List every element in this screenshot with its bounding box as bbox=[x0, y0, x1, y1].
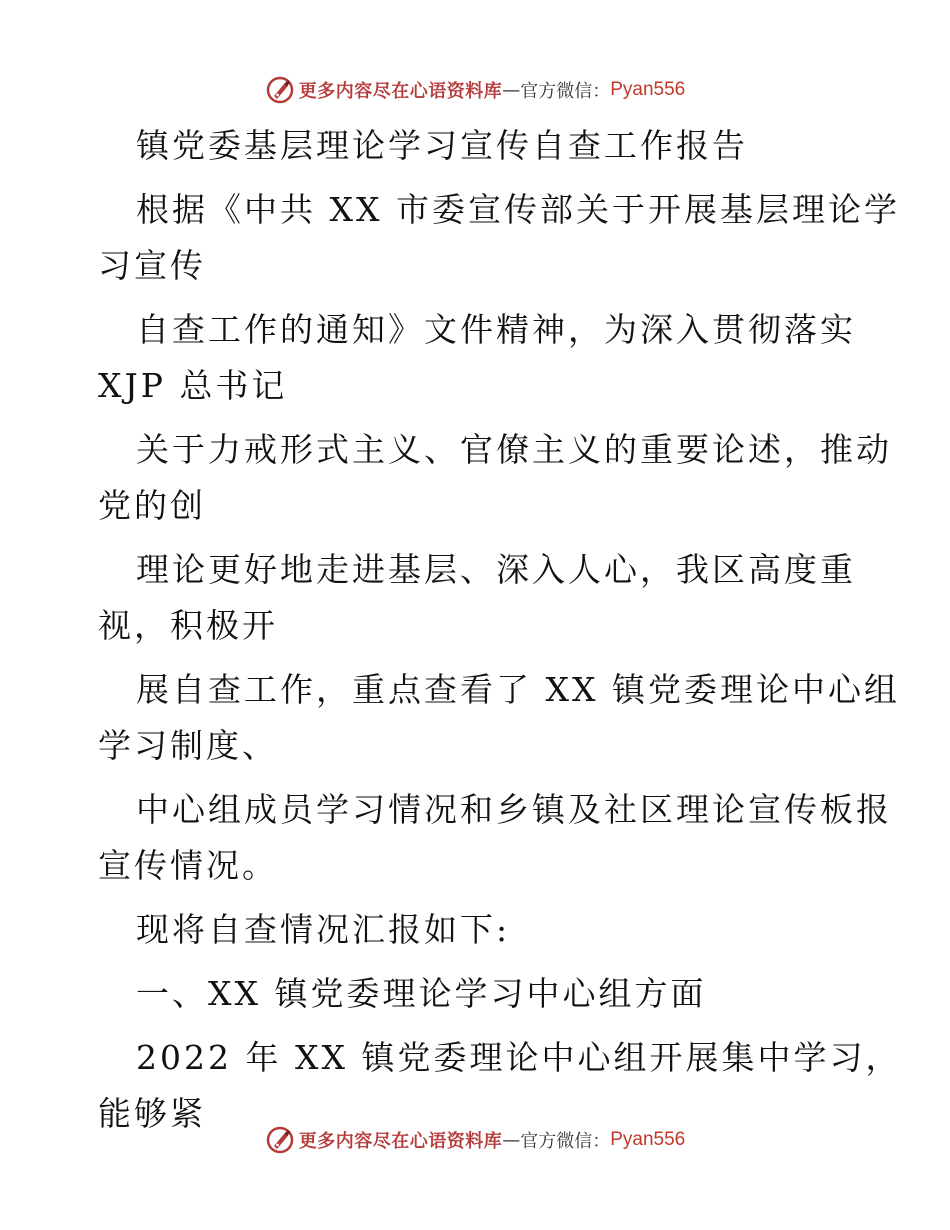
paragraph-line: XJP 总书记 bbox=[98, 366, 288, 405]
banner-text: 更多内容尽在心语资料库 bbox=[298, 1131, 503, 1152]
document-body bbox=[98, 118, 902, 1142]
footer-banner bbox=[0, 1120, 950, 1160]
paragraph-line: 学习制度、 bbox=[98, 726, 278, 765]
paragraph-line: 党的创 bbox=[98, 486, 206, 525]
paragraph-line: 现将自查情况汇报如下: bbox=[136, 910, 511, 949]
paragraph-line: 2022 年 XX 镇党委理论中心组开展集中学习， bbox=[136, 1038, 902, 1077]
banner-separator: — bbox=[502, 79, 521, 101]
banner-text: 更多内容尽在心语资料库 bbox=[298, 81, 503, 102]
banner-wechat-label: 官方微信： bbox=[520, 81, 611, 102]
paragraph-line: 理论更好地走进基层、深入人心，我区高度重 bbox=[136, 550, 856, 589]
paragraph-line: 自查工作的通知》文件精神，为深入贯彻落实 bbox=[136, 310, 856, 349]
paragraph-line: 能够紧 bbox=[98, 1094, 206, 1133]
banner-wechat-label: 官方微信： bbox=[520, 1131, 611, 1152]
pen-nib-logo-icon bbox=[265, 75, 295, 105]
paragraph-line: 视，积极开 bbox=[98, 606, 278, 645]
banner-separator: — bbox=[502, 1129, 521, 1151]
document-title: 镇党委基层理论学习宣传自查工作报告 bbox=[136, 126, 748, 165]
paragraph-line: 中心组成员学习情况和乡镇及社区理论宣传板报 bbox=[136, 790, 892, 829]
paragraph-line: 展自查工作，重点查看了 XX 镇党委理论中心组 bbox=[136, 670, 900, 709]
section-heading: 一、XX 镇党委理论学习中心组方面 bbox=[136, 974, 707, 1013]
paragraph-line: 根据《中共 XX 市委宣传部关于开展基层理论学 bbox=[136, 190, 900, 229]
paragraph-line: 宣传情况。 bbox=[98, 846, 278, 885]
banner-wechat-id: Pyan556 bbox=[610, 1129, 686, 1150]
paragraph-line: 关于力戒形式主义、官僚主义的重要论述，推动 bbox=[136, 430, 892, 469]
pen-nib-logo-icon bbox=[265, 1125, 295, 1155]
paragraph-line: 习宣传 bbox=[98, 246, 206, 285]
header-banner bbox=[0, 70, 950, 110]
banner-wechat-id: Pyan556 bbox=[610, 79, 686, 100]
